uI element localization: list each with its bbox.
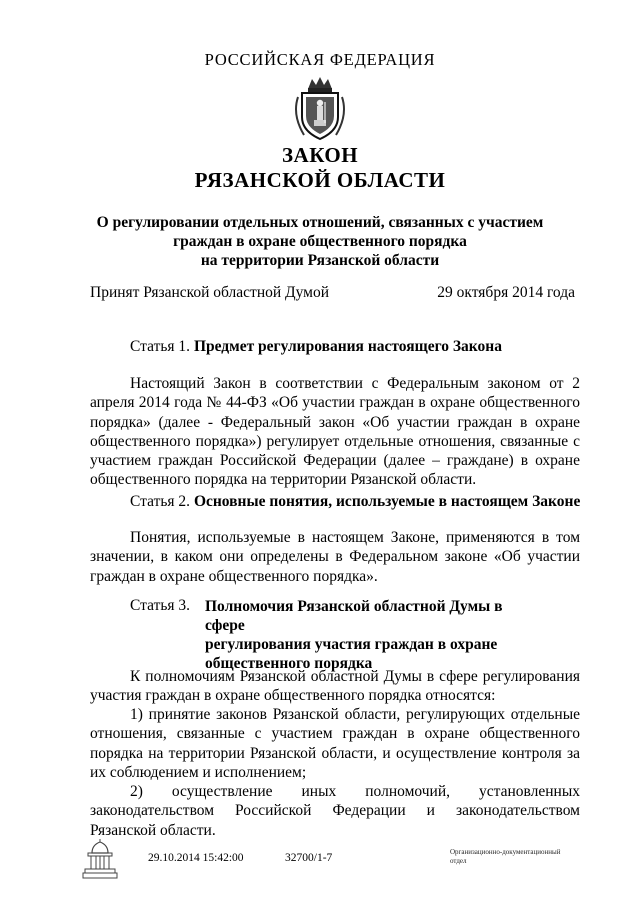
footer-timestamp: 29.10.2014 15:42:00 — [148, 852, 244, 864]
article-3-title — [205, 597, 545, 673]
footer-doc-number: 32700/1-7 — [285, 852, 333, 864]
article-2-label: Статья 2. — [130, 493, 191, 510]
article-1-title: Предмет регулирования настоящего Закона — [193, 338, 502, 355]
law-title-line2: РЯЗАНСКОЙ ОБЛАСТИ — [194, 168, 446, 192]
subject-line1: О регулировании отдельных отношений, связанных с участием — [96, 214, 544, 231]
article-3-label: Статья 3. — [130, 597, 191, 614]
article-3-title-line2: регулирования участия граждан в охране — [205, 636, 498, 653]
footer-department-line2: отдел — [450, 857, 467, 865]
footer-department — [450, 848, 590, 866]
adoption-line — [90, 284, 575, 302]
subject-line2: граждан в охране общественного порядка — [173, 233, 467, 250]
article-2-text: Понятия, используемые в настоящем Законе, применяются в том значении, в каком они определены в Федеральном законе «Об участии граждан в охране общественного порядка». — [90, 529, 580, 585]
law-subject — [0, 213, 640, 270]
article-3-title-line1: Полномочия Рязанской областной Думы в сфере — [205, 598, 503, 634]
duma-building-icon — [82, 839, 118, 881]
article-3-item-1: 1) принятие законов Рязанской области, регулирующих отдельные отношения, связанные с участием граждан в охране общественного порядка на территории Рязанской области, и осуществление контроля за их соблюдением и исполнением; — [90, 706, 580, 781]
article-3-title-line3: общественного порядка — [205, 655, 373, 672]
adopting-body: Принят Рязанской областной Думой — [90, 284, 330, 301]
article-2-title: Основные понятия, используемые в настоящем Законе — [193, 493, 581, 510]
law-title — [0, 143, 640, 193]
footer-department-line1: Организационно-документационный — [450, 848, 561, 856]
article-2-heading — [130, 493, 580, 511]
article-1-text: Настоящий Закон в соответствии с Федеральным законом от 2 апреля 2014 года № 44-ФЗ «Об участии граждан в охране общественного порядка» (далее - Федеральный закон «Об участии граждан в охране общественного порядка») регулирует отдельные отношения, связанные с участием граждан Российской Федерации (далее – граждане) в охране общественного порядка на территории Рязанской области. — [90, 375, 580, 489]
article-3-item-2: 2) осуществление иных полномочий, установленных законодательством Российской Федерации и законодательством Рязанской области. — [90, 783, 580, 839]
article-1-label: Статья 1. — [130, 338, 191, 355]
country-heading: РОССИЙСКАЯ ФЕДЕРАЦИЯ — [204, 50, 436, 69]
article-3-intro: К полномочиям Рязанской областной Думы в сфере регулирования участия граждан в охране общественного порядка относятся: — [90, 668, 580, 705]
adoption-date: 29 октября 2014 года — [437, 284, 575, 301]
article-1-heading — [130, 338, 502, 356]
coat-of-arms-icon — [290, 75, 350, 145]
law-title-line1: ЗАКОН — [281, 143, 359, 167]
subject-line3: на территории Рязанской области — [200, 252, 440, 269]
